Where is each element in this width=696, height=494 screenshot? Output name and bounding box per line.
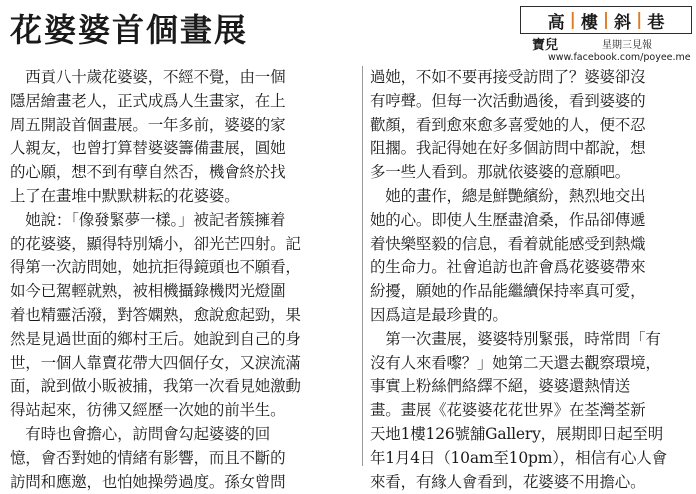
article-column-left: [10, 66, 355, 494]
column-name-char: 斜: [614, 12, 632, 33]
facebook-url: www.facebook.com/poyee.me: [548, 52, 691, 63]
author-name: 寶兒: [532, 38, 559, 53]
paragraph: 過她，不如不要再接受訪問了？婆婆卻沒 有哼聲。但每一次活動過後，看到婆婆的 歡顏，看到愈來愈多喜愛她的人，便不忍 阻擱。我記得她在好多個訪問中都說，想 多一些人看到。那就依婆婆的意願吧。: [370, 68, 646, 182]
column-name-char: 樓: [580, 12, 598, 33]
column-name-char: 高: [547, 12, 565, 33]
paragraph: 有時也會擔心，訪問會勾起婆婆的回 憶，會否對她的情緒有影響，而且不斷的 訪問和應邀，也怕她操勞過度。孫女曾問: [10, 424, 286, 491]
column-name-box: [520, 6, 692, 34]
paragraph: 第一次畫展，婆婆特別緊張，時常問「有 沒有人來看嚟？」她第二天還去觀察環境， 事實上粉絲們絡繹不絕，婆婆還熱情送 畫。畫展《花婆婆花花世界》在荃灣荃新 天地1樓126號舖Gallery，展期即日起至明 年1月4日（10am至10pm），相信有心人會 來看，有緣人會看到，花婆婆不用擔心。: [370, 329, 667, 491]
column-name-separator: |: [602, 10, 610, 30]
headline: 花婆婆首個畫展: [10, 11, 249, 49]
column-name-char: 巷: [647, 12, 665, 33]
paragraph: 她的畫作，總是鮮艷繽紛，熱烈地交出 她的心。即使人生歷盡滄桑，作品卻傳遞 着快樂堅毅的信息，看着就能感受到熱熾 的生命力。社會追訪也許會爲花婆婆帶來 紛擾，願她的作品能繼續保持率真可愛， 因爲這是最珍貴的。: [370, 186, 646, 324]
publish-day: 星期三見報: [602, 40, 652, 51]
article-column-right: [370, 66, 690, 494]
column-name-separator: |: [636, 10, 643, 30]
column-divider: [362, 66, 363, 466]
paragraph: 西貢八十歲花婆婆，不經不覺，由一個 隱居繪畫老人，正式成爲人生畫家，在上 周五開設首個畫展。一年多前，婆婆的家 人親友，也曾打算替婆婆籌備畫展，圓她 的心願，想不到有孽自然否，機會終於找 上了在畫堆中默默耕耘的花婆婆。: [10, 68, 286, 205]
column-name-separator: |: [569, 10, 576, 30]
paragraph: 她說：「像發緊夢一樣。」被記者簇擁着 的花婆婆，顯得特別矯小，卻光芒四射。記 得第一次訪問她，她抗拒得鏡頭也不願看， 如今已駕輕就熟，被相機攝錄機閃光燈圍 着也精靈活潑，對答嫻熟，愈說愈起勁，果 然是見過世面的鄉村王后。她說到自己的身 世，一個人靠賣花帶大四個仔女，又淚流滿 面，說到做小販被捕，我第一次看見她激動 得站起來，彷彿又經歷一次她的前半生。: [10, 210, 301, 420]
